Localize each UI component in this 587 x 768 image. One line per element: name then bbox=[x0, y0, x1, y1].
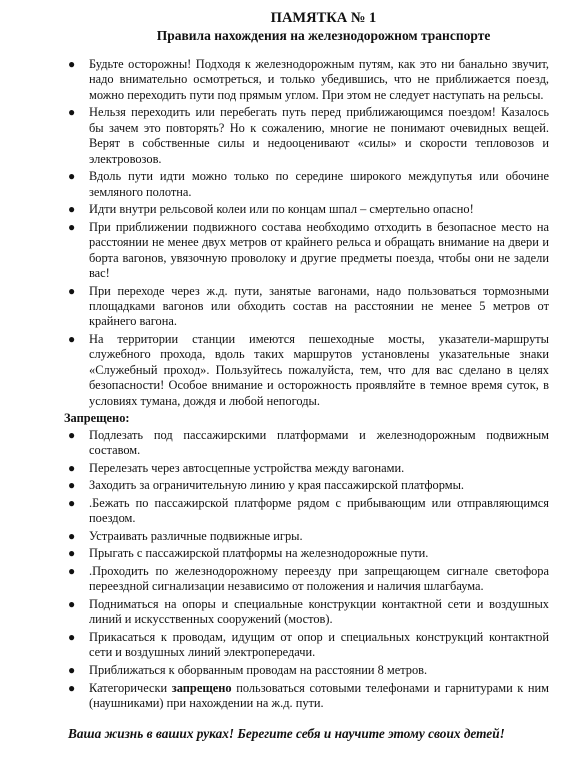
forbidden-text: Подлезать под пассажирскими платформами и железнодорожным подвижным составом. bbox=[89, 427, 549, 458]
forbidden-text: Прыгать с пассажирской платформы на железнодорожные пути. bbox=[89, 546, 429, 561]
bullet-icon: ● bbox=[68, 219, 76, 234]
rule-text: При переходе через ж.д. пути, занятые вагонами, надо пользоваться тормозными площадками вагонов или обходить состав на расстоянии не менее 5 метров от крайнего вагона. bbox=[89, 283, 549, 329]
list-item bbox=[68, 461, 549, 476]
bullet-icon: ● bbox=[68, 283, 76, 298]
forbidden-text: Приближаться к оборванным проводам на расстоянии 8 метров. bbox=[89, 663, 428, 678]
list-item bbox=[68, 597, 549, 628]
list-item bbox=[68, 478, 549, 493]
forbidden-text: Прикасаться к проводам, идущим от опор и специальных конструкций контактной сети и воздушных линий электропередачи. bbox=[89, 630, 549, 660]
list-item bbox=[68, 332, 549, 409]
forbidden-text: Подниматься на опоры и специальные конструкции контактной сети и воздушных линий и искусственных сооружений (мостов). bbox=[89, 597, 549, 627]
list-item bbox=[68, 105, 549, 167]
bullet-icon: ● bbox=[68, 427, 76, 442]
forbidden-text-prefix: Категорически bbox=[89, 680, 172, 695]
bullet-icon: ● bbox=[68, 528, 76, 543]
bullet-icon: ● bbox=[68, 680, 76, 695]
bullet-icon: ● bbox=[68, 663, 76, 678]
bullet-icon: ● bbox=[68, 478, 76, 493]
list-item bbox=[68, 529, 549, 544]
list-item bbox=[68, 57, 549, 103]
forbidden-text: Устраивать различные подвижные игры. bbox=[89, 528, 303, 543]
list-item bbox=[68, 546, 549, 561]
list-item bbox=[68, 663, 549, 678]
list-item bbox=[68, 496, 549, 527]
bullet-icon: ● bbox=[68, 57, 76, 71]
list-item bbox=[68, 202, 549, 217]
rule-text: Идти внутри рельсовой колеи или по концам шпал – смертельно опасно! bbox=[89, 202, 474, 217]
rule-text: Нельзя переходить или перебегать путь перед приближающимся поездом! Казалось бы зачем это повторять? Но к сожалению, многие не понимают очевидных вещей. Верят в собственные силы и недооценивают «силы» и скорости тепловозов и электровозов. bbox=[89, 105, 549, 166]
list-item bbox=[68, 220, 549, 282]
bullet-icon: ● bbox=[68, 630, 76, 645]
list-item bbox=[68, 630, 549, 661]
rules-list bbox=[68, 57, 549, 409]
bullet-icon: ● bbox=[68, 495, 76, 510]
forbidden-heading: Запрещено: bbox=[64, 411, 130, 426]
bullet-icon: ● bbox=[68, 332, 76, 347]
list-item bbox=[68, 564, 549, 595]
footer-slogan: Ваша жизнь в ваших руках! Берегите себя и научите этому своих детей! bbox=[68, 726, 505, 741]
list-item bbox=[68, 169, 549, 200]
bullet-icon: ● bbox=[68, 169, 76, 184]
forbidden-text: Заходить за ограничительную линию у края пассажирской платформы. bbox=[89, 478, 465, 493]
forbidden-list bbox=[68, 428, 549, 712]
bullet-icon: ● bbox=[68, 597, 76, 612]
bullet-icon: ● bbox=[68, 202, 76, 217]
list-item bbox=[68, 681, 549, 712]
forbidden-text: Перелезать через автосцепные устройства между вагонами. bbox=[89, 460, 405, 475]
rule-text: При приближении подвижного состава необходимо отходить в безопасное место на расстоянии не менее двух метров от крайнего рельса и обращать внимание на двери и борта вагонов, увязочную проволоку и другие предметы поезда, чтобы они не задели вас! bbox=[89, 219, 549, 281]
memo-subtitle: Правила нахождения на железнодорожном транспорте bbox=[156, 28, 491, 43]
forbidden-text: .Бежать по пассажирской платформе рядом с прибывающим или отправляющимся поездом. bbox=[89, 495, 549, 526]
forbidden-text: .Проходить по железнодорожному переезду при запрещающем сигнале светофора переездной сигнализации независимо от положения и наличия шлагбаума. bbox=[89, 564, 549, 594]
forbidden-text-suffix: пользоваться сотовыми телефонами и гарнитурами к ним (наушниками) при нахождении на ж.д. пути. bbox=[89, 680, 550, 711]
rule-text: На территории станции имеются пешеходные мосты, указатели-маршруты служебного прохода, вдоль таких маршрутов установлены указательные знаки «Служебный проход». Пользуйтесь пожалуйста, тем, что для вас сделано в целях безопасности! Особое внимание и осторожность проявляйте в темное время суток, в условиях тумана, дождя и любой непогоды. bbox=[89, 332, 549, 408]
list-item bbox=[68, 284, 549, 330]
rule-text: Будьте осторожны! Подходя к железнодорожным путям, как это ни банально звучит, надо внимательно осмотреться, и только убедившись, что не приближается поезд, можно переходить пути под прямым углом. При этом не следует наступать на рельсы. bbox=[89, 57, 549, 102]
rule-text: Вдоль пути идти можно только по середине широкого междупутья или обочине земляного полотна. bbox=[89, 169, 549, 199]
memo-title: ПАМЯТКА № 1 bbox=[270, 10, 377, 26]
forbidden-emphasis: запрещено bbox=[171, 680, 232, 695]
bullet-icon: ● bbox=[68, 546, 76, 561]
bullet-icon: ● bbox=[68, 460, 76, 475]
list-item bbox=[68, 428, 549, 459]
bullet-icon: ● bbox=[68, 564, 76, 579]
bullet-icon: ● bbox=[68, 105, 76, 120]
